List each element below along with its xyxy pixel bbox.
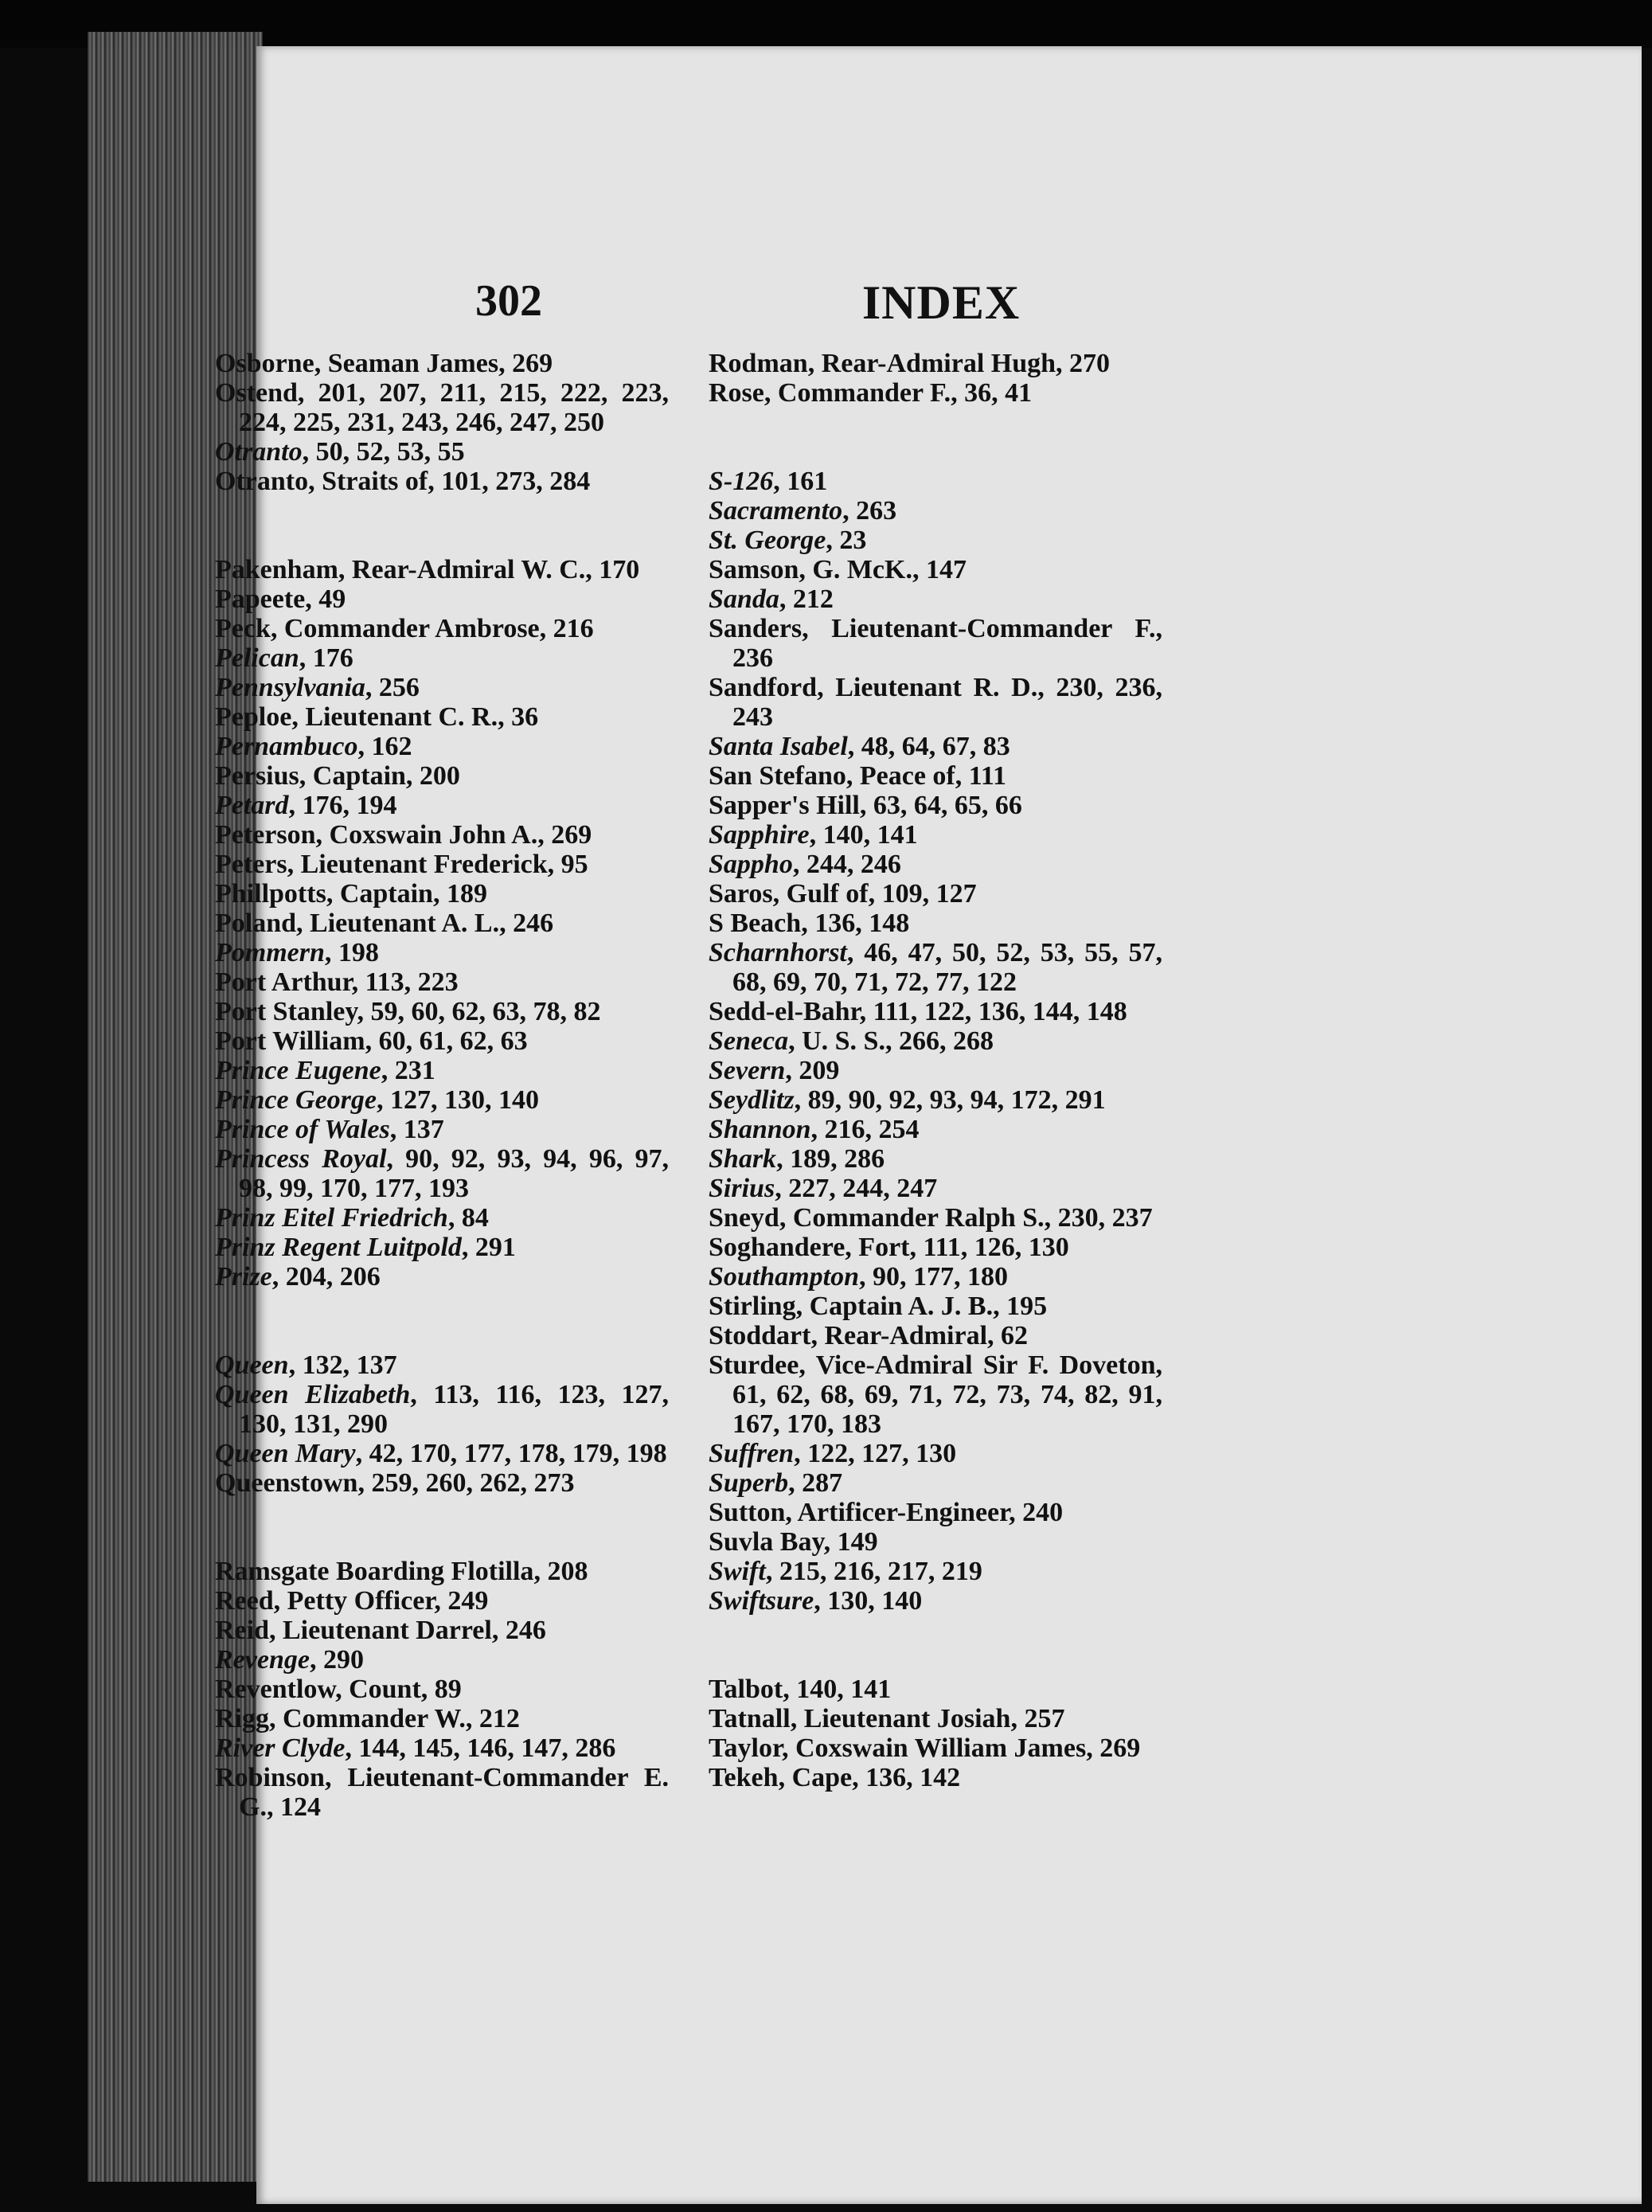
index-entry-references: , Commander W., 212 <box>269 1704 520 1733</box>
index-entry-name: Osborne <box>215 349 314 378</box>
index-entry-references: , 50, 52, 53, 55 <box>302 437 465 467</box>
index-entry <box>215 879 669 909</box>
index-entry-references: , 130, 140 <box>814 1586 923 1616</box>
section-gap <box>709 408 1162 467</box>
index-entry <box>215 378 669 437</box>
index-entry-name: Taylor <box>709 1733 782 1763</box>
index-entry <box>215 1704 669 1733</box>
index-entry <box>215 1586 669 1616</box>
index-entry <box>709 761 1162 791</box>
index-entry <box>215 1557 669 1586</box>
index-entry-name: Reid <box>215 1616 269 1645</box>
index-entry-name: Tatnall <box>709 1704 791 1733</box>
index-entry-references: , 176 <box>299 643 353 673</box>
index-entry-name: Sirius <box>709 1174 775 1203</box>
index-entry-references: , Peace of, 111 <box>846 761 1006 791</box>
index-entry <box>709 1144 1162 1174</box>
index-entry <box>709 467 1162 496</box>
index-entry-name: Ostend <box>215 378 298 408</box>
index-entry-name: Sedd-el-Bahr <box>709 997 860 1026</box>
index-entry-name: Robinson <box>215 1763 325 1792</box>
index-entry <box>215 555 669 584</box>
index-entry-references: , 290 <box>309 1645 364 1675</box>
index-entry-references: , 208 <box>533 1557 588 1586</box>
index-entry-references: , 90, 177, 180 <box>858 1262 1008 1292</box>
index-entry <box>215 1675 669 1704</box>
index-entry-references: , Lieutenant Josiah, 257 <box>790 1704 1065 1733</box>
index-entry-references: , G. McK., 147 <box>799 555 967 584</box>
index-entry-name: San Stefano <box>709 761 846 791</box>
index-entry-references: , 90, 92, 93, 94, 96, 97, 98, 99, 170, 177, 193 <box>239 1144 670 1203</box>
index-entry <box>215 1763 669 1822</box>
index-entry-references: , Rear-Admiral W. C., 170 <box>338 555 640 584</box>
index-entry-name: Pommern <box>215 938 325 967</box>
index-entry-references: , Vice-Admiral Sir F. Doveton, 61, 62, 68, 69, 71, 72, 73, 74, 82, 91, 167, 170, 183 <box>732 1350 1162 1439</box>
index-entry <box>709 850 1162 879</box>
index-entry-references: , Commander F., 36, 41 <box>764 378 1033 408</box>
index-entry-references: , 256 <box>365 673 420 702</box>
index-entry-references: , 140, 141 <box>783 1675 892 1704</box>
index-entry-references: , 216, 254 <box>810 1115 920 1144</box>
index-entry-references: , 137 <box>389 1115 444 1144</box>
index-entry-name: Severn <box>709 1056 786 1085</box>
index-entry <box>709 673 1162 732</box>
index-entry-references: , 212 <box>779 584 834 614</box>
index-entry-name: River Clyde <box>215 1733 346 1763</box>
index-entry-name: Swift <box>709 1557 766 1586</box>
index-entry-name: Suvla Bay <box>709 1527 824 1557</box>
index-entry-name: Tekeh <box>709 1763 779 1792</box>
index-entry-name: S-126 <box>709 467 774 496</box>
index-entry <box>709 1733 1162 1763</box>
index-entry-name: Sanda <box>709 584 779 614</box>
index-entry <box>709 1704 1162 1733</box>
index-entry <box>215 909 669 938</box>
index-entry-name: Southampton <box>709 1262 859 1292</box>
index-entry-name: Peploe <box>215 702 292 732</box>
index-entry-name: Seydlitz <box>709 1085 795 1115</box>
index-entry <box>709 1439 1162 1468</box>
index-entry-references: , Lieutenant Frederick, 95 <box>287 850 588 879</box>
index-entry <box>709 1085 1162 1115</box>
index-entry-name: Prize <box>215 1262 272 1292</box>
index-entry <box>215 1616 669 1645</box>
index-entry-name: Port Arthur <box>215 967 352 997</box>
index-entry-references: , Count, 89 <box>335 1675 462 1704</box>
index-entry-name: Saros <box>709 879 773 909</box>
index-entry <box>215 584 669 614</box>
index-entry-name: Otranto <box>215 467 309 496</box>
index-entry <box>215 437 669 467</box>
index-entry-references: , 259, 260, 262, 273 <box>357 1468 575 1498</box>
index-entry-references: , 46, 47, 50, 52, 53, 55, 57, 68, 69, 70, 71, 72, 77, 122 <box>732 938 1162 997</box>
index-entry <box>709 1233 1162 1262</box>
index-entry <box>709 1292 1162 1321</box>
index-entry-references: , 189, 286 <box>776 1144 885 1174</box>
index-entry-references: , U. S. S., 266, 268 <box>788 1026 994 1056</box>
index-entry-references: , 198 <box>324 938 379 967</box>
index-entry <box>709 1498 1162 1527</box>
index-entry-name: Phillpotts <box>215 879 326 909</box>
index-entry-name: Queen <box>215 1350 289 1380</box>
index-entry-name: Queenstown <box>215 1468 358 1498</box>
index-entry-name: Peterson <box>215 820 316 850</box>
index-entry <box>709 1557 1162 1586</box>
index-entry-name: Petard <box>215 791 289 820</box>
index-entry-references: , 287 <box>788 1468 843 1498</box>
index-entry <box>709 1203 1162 1233</box>
index-entry <box>215 1144 669 1203</box>
index-entry-references: , 244, 246 <box>792 850 901 879</box>
index-entry-name: Prince Eugene <box>215 1056 381 1085</box>
index-entry <box>215 1056 669 1085</box>
index-entry <box>709 555 1162 584</box>
index-entry <box>215 1380 669 1439</box>
index-entry-references: , 144, 145, 146, 147, 286 <box>345 1733 616 1763</box>
index-entry-references: , Rear-Admiral Hugh, 270 <box>807 349 1111 378</box>
index-entry <box>215 791 669 820</box>
index-entry-references: , 23 <box>826 526 867 555</box>
index-entry-references: , Petty Officer, 249 <box>273 1586 489 1616</box>
index-entry <box>215 820 669 850</box>
index-entry-name: Sandford <box>709 673 818 702</box>
index-entry-name: Sacramento <box>709 496 843 526</box>
index-entry-name: Seneca <box>709 1026 789 1056</box>
index-entry-name: Peters <box>215 850 287 879</box>
index-entry <box>215 1645 669 1675</box>
index-entry <box>215 614 669 643</box>
index-entry <box>215 1233 669 1262</box>
index-entry-name: S Beach <box>709 909 802 938</box>
index-entry-references: , Lieutenant Darrel, 246 <box>269 1616 546 1645</box>
index-entry-name: Otranto <box>215 437 303 467</box>
index-entry-references: , 201, 207, 211, 215, 222, 223, 224, 225, 231, 243, 246, 247, 250 <box>239 378 669 437</box>
index-entry-references: , 132, 137 <box>288 1350 397 1380</box>
index-entry <box>709 791 1162 820</box>
index-entry-name: Ramsgate Boarding Flotilla <box>215 1557 534 1586</box>
index-entry-name: Stoddart <box>709 1321 811 1350</box>
index-column-left <box>215 349 669 1822</box>
index-entry <box>709 909 1162 938</box>
index-entry-name: Prinz Eitel Friedrich <box>215 1203 448 1233</box>
index-entry-name: Reventlow <box>215 1675 336 1704</box>
index-entry <box>709 1468 1162 1498</box>
index-entry-references: , Lieutenant R. D., 230, 236, 243 <box>732 673 1162 732</box>
index-entry <box>215 467 669 496</box>
index-entry-references: , 136, 148 <box>801 909 910 938</box>
index-entry-name: Superb <box>709 1468 789 1498</box>
page-header <box>475 276 1407 347</box>
index-entry-name: Pernambuco <box>215 732 358 761</box>
section-gap <box>709 1616 1162 1675</box>
index-entry <box>215 850 669 879</box>
index-entry <box>709 584 1162 614</box>
index-entry <box>215 673 669 702</box>
index-entry-references: , 149 <box>823 1527 878 1557</box>
page-number: 302 <box>475 276 542 326</box>
index-entry-references: , 227, 244, 247 <box>775 1174 938 1203</box>
index-entry-references: , 113, 223 <box>351 967 459 997</box>
index-entry <box>709 1026 1162 1056</box>
index-entry <box>709 938 1162 997</box>
index-entry-references: , Lieutenant-Commander E. G., 124 <box>239 1763 669 1822</box>
index-entry-name: Rigg <box>215 1704 269 1733</box>
index-entry <box>709 1056 1162 1085</box>
index-entry-references: , Lieutenant-Commander F., 236 <box>732 614 1162 673</box>
index-entry-references: , Fort, 111, 126, 130 <box>845 1233 1069 1262</box>
index-entry <box>215 1203 669 1233</box>
index-entry <box>215 1733 669 1763</box>
index-entry-references: , 63, 64, 65, 66 <box>859 791 1022 820</box>
index-entry-name: Papeete <box>215 584 306 614</box>
index-entry <box>215 732 669 761</box>
index-entry <box>709 1675 1162 1704</box>
index-entry-name: Soghandere <box>709 1233 846 1262</box>
index-entry <box>709 997 1162 1026</box>
index-entry-name: Persius <box>215 761 299 791</box>
index-entry-references: , 113, 116, 123, 127, 130, 131, 290 <box>239 1380 669 1439</box>
index-entry-references: , 127, 130, 140 <box>377 1085 540 1115</box>
index-entry-references: , 42, 170, 177, 178, 179, 198 <box>355 1439 667 1468</box>
index-entry-name: Shark <box>709 1144 777 1174</box>
index-entry-references: , 48, 64, 67, 83 <box>847 732 1010 761</box>
index-entry <box>709 1115 1162 1144</box>
index-entry-references: , Gulf of, 109, 127 <box>772 879 977 909</box>
index-entry-name: Prince of Wales <box>215 1115 390 1144</box>
index-entry-name: Pelican <box>215 643 299 673</box>
index-entry <box>709 879 1162 909</box>
index-entry <box>215 1085 669 1115</box>
index-entry <box>709 1527 1162 1557</box>
index-entry-name: Sutton <box>709 1498 786 1527</box>
index-entry-name: Sappho <box>709 850 793 879</box>
index-entry-name: Sapphire <box>709 820 810 850</box>
index-entry-references: , 84 <box>447 1203 489 1233</box>
page-title: INDEX <box>861 276 1021 329</box>
index-entry <box>709 1262 1162 1292</box>
index-entry-references: , 89, 90, 92, 93, 94, 172, 291 <box>794 1085 1106 1115</box>
index-entry <box>215 1262 669 1292</box>
section-gap <box>215 496 669 555</box>
index-entry-name: Pakenham <box>215 555 338 584</box>
index-entry <box>215 761 669 791</box>
index-entry-name: Poland <box>215 909 297 938</box>
index-entry <box>215 1115 669 1144</box>
index-entry-references: , Commander Ralph S., 230, 237 <box>779 1203 1153 1233</box>
index-entry <box>215 643 669 673</box>
index-entry-name: Rose <box>709 378 764 408</box>
index-entry-references: , 140, 141 <box>809 820 918 850</box>
index-entry-name: Rodman <box>709 349 808 378</box>
index-entry-references: , Rear-Admiral, 62 <box>810 1321 1029 1350</box>
index-entry-references: , Lieutenant C. R., 36 <box>291 702 539 732</box>
index-entry-references: , Coxswain John A., 269 <box>315 820 592 850</box>
index-entry <box>215 349 669 378</box>
index-entry <box>215 1350 669 1380</box>
index-entry <box>709 1586 1162 1616</box>
index-entry-name: Sneyd <box>709 1203 779 1233</box>
index-entry-references: , 291 <box>461 1233 516 1262</box>
index-entry-name: Santa Isabel <box>709 732 848 761</box>
index-entry-name: Prince George <box>215 1085 377 1115</box>
index-entry-references: , 49 <box>305 584 346 614</box>
index-entry <box>709 1174 1162 1203</box>
index-entry-name: Sanders <box>709 614 803 643</box>
index-entry <box>709 496 1162 526</box>
index-entry-references: , Captain A. J. B., 195 <box>795 1292 1048 1321</box>
index-entry-references: , 176, 194 <box>288 791 397 820</box>
index-entry-name: Sturdee <box>709 1350 799 1380</box>
index-entry <box>215 1439 669 1468</box>
index-entry-references: , 60, 61, 62, 63 <box>365 1026 528 1056</box>
index-entry-references: , Seaman James, 269 <box>314 349 553 378</box>
index-entry <box>709 526 1162 555</box>
index-entry <box>709 820 1162 850</box>
index-entry <box>215 1026 669 1056</box>
section-gap <box>215 1292 669 1350</box>
index-entry-references: , 231 <box>381 1056 435 1085</box>
index-entry-references: , Captain, 200 <box>299 761 460 791</box>
index-entry-references: , Artificer-Engineer, 240 <box>785 1498 1064 1527</box>
index-entry-name: Prinz Regent Luitpold <box>215 1233 462 1262</box>
index-entry <box>709 1350 1162 1439</box>
index-entry-name: St. George <box>709 526 826 555</box>
index-entry-references: , Captain, 189 <box>326 879 487 909</box>
index-entry-name: Pennsylvania <box>215 673 365 702</box>
index-entry-name: Sapper's Hill <box>709 791 860 820</box>
index-entry-name: Talbot <box>709 1675 783 1704</box>
index-entry <box>215 997 669 1026</box>
index-entry-references: , Coxswain William James, 269 <box>781 1733 1141 1763</box>
index-entry-name: Queen Elizabeth <box>215 1380 411 1409</box>
index-entry-name: Queen Mary <box>215 1439 356 1468</box>
index-entry-name: Port Stanley <box>215 997 357 1026</box>
index-entry-name: Port William <box>215 1026 365 1056</box>
index-entry-references: , 209 <box>785 1056 840 1085</box>
index-entry <box>709 1321 1162 1350</box>
index-entry-name: Samson <box>709 555 799 584</box>
index-entry-name: Reed <box>215 1586 274 1616</box>
index-entry <box>709 349 1162 378</box>
index-entry <box>709 378 1162 408</box>
index-entry <box>215 1468 669 1498</box>
index-entry-references: , Straits of, 101, 273, 284 <box>308 467 591 496</box>
index-entry-name: Shannon <box>709 1115 811 1144</box>
index-entry-name: Revenge <box>215 1645 310 1675</box>
section-gap <box>215 1498 669 1557</box>
index-entry-references: , 111, 122, 136, 144, 148 <box>859 997 1127 1026</box>
index-entry-references: , 122, 127, 130 <box>794 1439 957 1468</box>
index-entry-references: , Cape, 136, 142 <box>778 1763 961 1792</box>
index-entry-references: , Lieutenant A. L., 246 <box>296 909 554 938</box>
index-entry <box>709 732 1162 761</box>
index-entry-references: , 215, 216, 217, 219 <box>765 1557 982 1586</box>
index-entry-name: Stirling <box>709 1292 796 1321</box>
index-column-right <box>709 349 1162 1792</box>
index-entry <box>215 967 669 997</box>
index-entry <box>215 938 669 967</box>
index-entry-name: Suffren <box>709 1439 795 1468</box>
index-entry-references: , 59, 60, 62, 63, 78, 82 <box>357 997 601 1026</box>
index-entry-references: , Commander Ambrose, 216 <box>270 614 594 643</box>
index-entry-references: , 161 <box>773 467 828 496</box>
index-entry <box>215 702 669 732</box>
index-entry <box>709 1763 1162 1792</box>
index-entry-name: Peck <box>215 614 271 643</box>
index-entry-name: Princess Royal <box>215 1144 387 1174</box>
index-entry-name: Swiftsure <box>709 1586 814 1616</box>
index-entry-references: , 162 <box>357 732 412 761</box>
index-entry <box>709 614 1162 673</box>
index-entry-references: , 263 <box>842 496 897 526</box>
index-entry-name: Scharnhorst <box>709 938 847 967</box>
index-entry-references: , 204, 206 <box>271 1262 381 1292</box>
